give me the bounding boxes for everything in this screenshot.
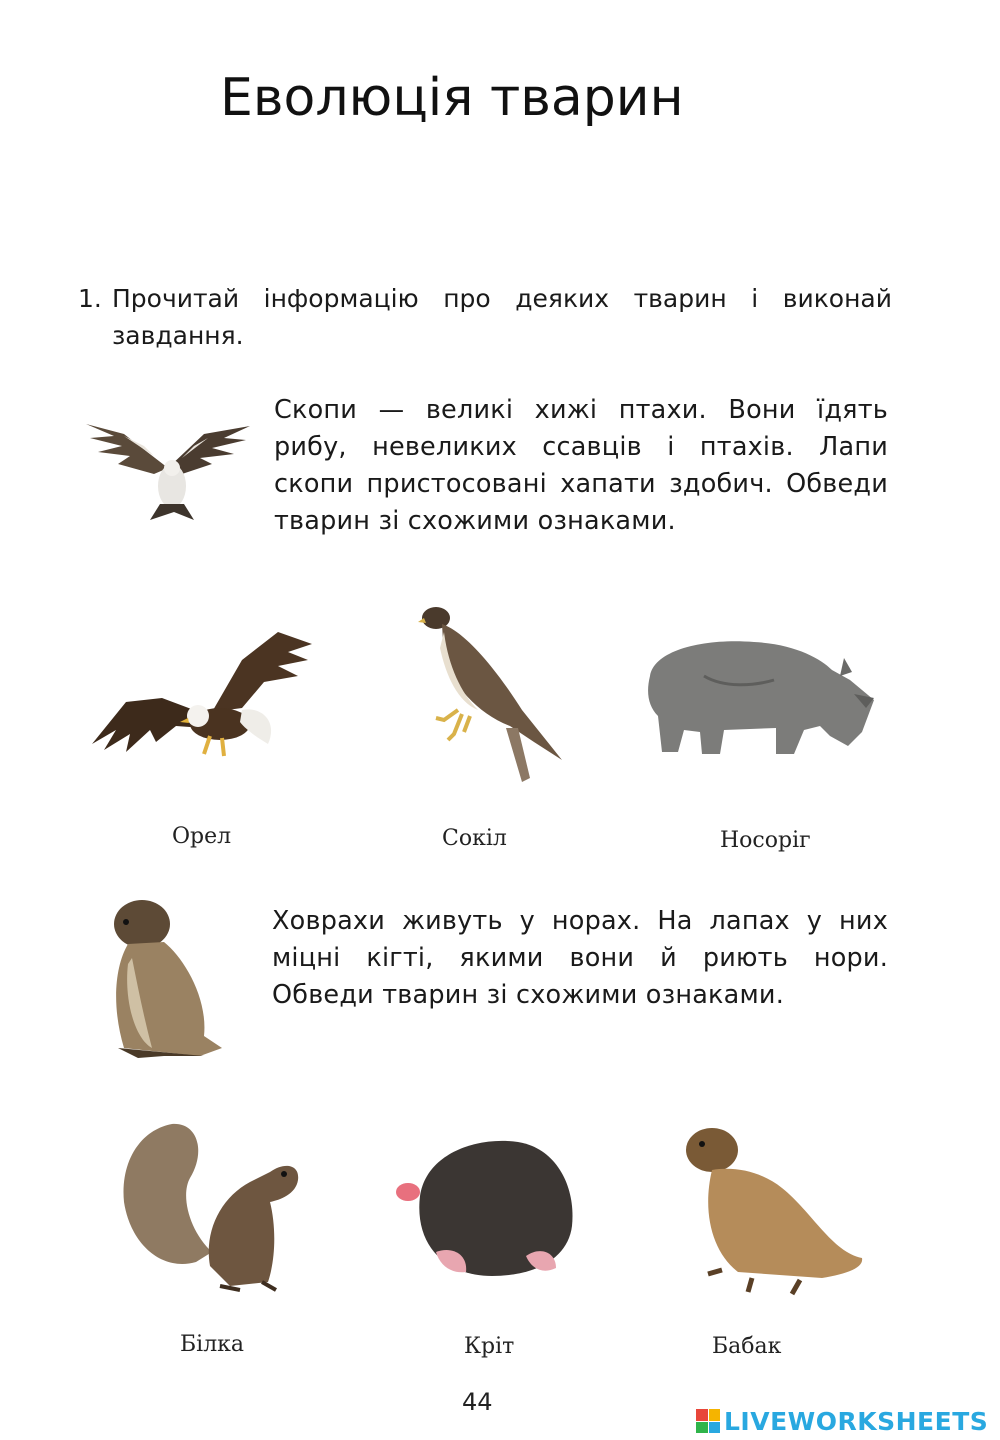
mole-image [396,1136,576,1278]
logo-text: LIVEWORKSHEETS [724,1406,989,1436]
section2-text: Ховрахи живуть у норах. На лапах у них міцні кігті, якими вони й риють нори. Обведи тварин зі схожими ознаками. [272,906,888,1010]
liveworksheets-logo[interactable] [696,1406,988,1436]
caption-rhino: Носоріг [720,828,811,853]
marmot-image [682,1122,866,1298]
squirrel-image [120,1122,302,1292]
page-number: 44 [462,1388,493,1416]
eagle-image [92,626,314,764]
caption-eagle: Орел [172,824,232,849]
caption-mole: Кріт [464,1334,515,1359]
falcon-image [418,602,564,786]
osprey-image [84,416,254,526]
caption-marmot: Бабак [712,1334,782,1359]
page-title: Еволюція тварин [220,68,684,128]
task-text: Прочитай інформацію про деяких тварин і виконай завдання. [112,284,892,350]
caption-squirrel: Білка [180,1332,245,1357]
section1-text: Скопи — великі хижі птахи. Вони їдять рибу, невеликих ссавців і птахів. Лапи скопи пристосовані хапати здобич. Обведи тварин зі схожими ознаками. [274,395,888,536]
caption-falcon: Сокіл [442,826,507,851]
logo-mark-icon [696,1409,720,1433]
rhino-image [644,636,876,762]
task-number: 1. [78,284,102,313]
gopher-image [104,898,228,1062]
